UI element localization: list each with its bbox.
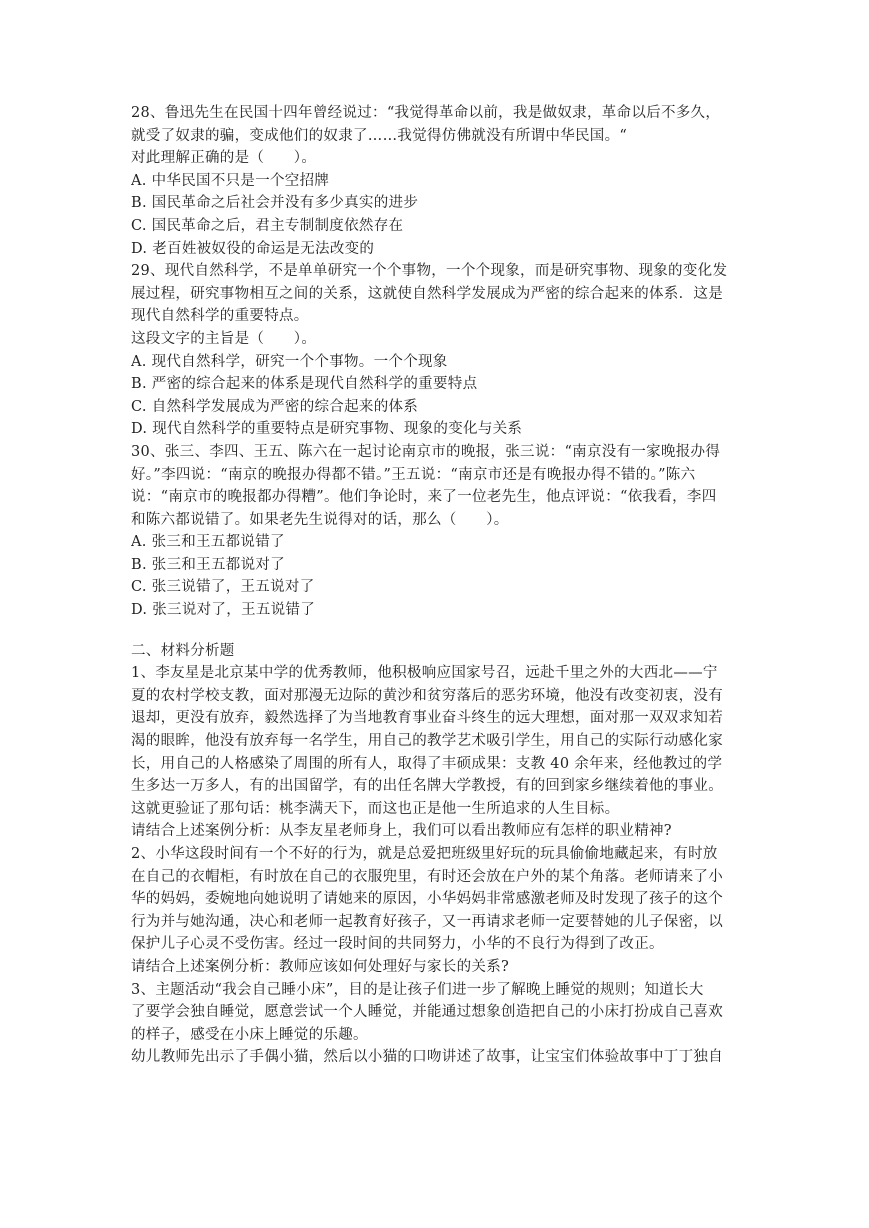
case-1 [131, 662, 741, 843]
case-line: 生多达一万多人，有的出国留学，有的出任名牌大学教授，有的回到家乡继续着他的事业。 [131, 778, 723, 795]
case-line: 保护儿子心灵不受伤害。经过一段时间的共同努力，小华的不良行为得到了改正。 [131, 936, 664, 953]
option-c: C. 国民革命之后，君主专制制度依然存在 [131, 217, 404, 234]
section-material-analysis [131, 640, 741, 1069]
option-d: D. 现代自然科学的重要特点是研究事物、现象的变化与关系 [131, 421, 523, 438]
case-line: 1、李友星是北京某中学的优秀教师，他积极响应国家号召，远赴千里之外的大西北——宁 [131, 665, 718, 682]
option-c: C. 自然科学发展成为严密的综合起来的体系 [131, 398, 419, 415]
case-line: 夏的农村学校支教，面对那漫无边际的黄沙和贫穷落后的恶劣环境，他没有改变初衷，没有 [131, 687, 723, 704]
case-question: 请结合上述案例分析：教师应该如何处理好与家长的关系? [131, 958, 510, 975]
case-line: 3、主题活动“我会自己睡小床”，目的是让孩子们进一步了解晚上睡觉的规则；知道长大 [131, 981, 704, 998]
question-stem-line: 29、现代自然科学，不是单单研究一个个事物，一个个现象，而是研究事物、现象的变化发 [131, 263, 728, 280]
option-c: C. 张三说错了，王五说对了 [131, 579, 315, 596]
section-spacer [131, 622, 741, 640]
question-stem-line: 30、张三、李四、王五、陈六在一起讨论南京市的晚报，张三说：“南京没有一家晚报办得 [131, 443, 721, 460]
case-2 [131, 843, 741, 979]
option-a: A. 张三和王五都说错了 [131, 534, 285, 551]
document-page [131, 102, 741, 1069]
question-stem-line: 展过程，研究事物相互之间的关系，这就使自然科学发展成为严密的综合起来的体系．这是 [131, 285, 723, 302]
case-line: 在自己的衣帽柜，有时放在自己的衣服兜里，有时还会放在户外的某个角落。老师请来了小 [131, 868, 723, 885]
case-line: 这就更验证了那句话：桃李满天下，而这也正是他一生所追求的人生目标。 [131, 800, 620, 817]
question-stem-line: 好。”李四说：“南京的晚报办得都不错。”王五说：“南京市还是有晚报办得不错的。”陈六 [131, 466, 696, 483]
question-prompt: 对此理解正确的是（ ）。 [131, 150, 317, 167]
question-29 [131, 260, 741, 441]
question-prompt: 和陈六都说错了。如果老先生说得对的话，那么（ ）。 [131, 511, 509, 528]
case-line: 退却，更没有放弃，毅然选择了为当地教育事业奋斗终生的远大理想，面对那一双双求知若 [131, 710, 723, 727]
question-stem-line: 28、鲁迅先生在民国十四年曾经说过：“我觉得革命以前，我是做奴隶，革命以后不多久， [131, 105, 721, 121]
section-heading: 二、材料分析题 [131, 642, 235, 659]
case-line: 幼儿教师先出示了手偶小猫，然后以小猫的口吻讲述了故事，让宝宝们体验故事中丁丁独自 [131, 1049, 723, 1066]
case-question: 请结合上述案例分析：从李友星老师身上，我们可以看出教师应有怎样的职业精神? [131, 823, 672, 840]
case-line: 2、小华这段时间有一个不好的行为，就是总爱把班级里好玩的玩具偷偷地藏起来，有时放 [131, 846, 718, 862]
option-b: B. 严密的综合起来的体系是现代自然科学的重要特点 [131, 376, 478, 393]
question-stem-line: 现代自然科学的重要特点。 [131, 308, 309, 325]
option-b: B. 国民革命之后社会并没有多少真实的进步 [131, 195, 419, 212]
question-28 [131, 102, 741, 260]
option-d: D. 张三说对了，王五说错了 [131, 602, 316, 619]
case-line: 行为并与她沟通，决心和老师一起教育好孩子，又一再请求老师一定要替她的儿子保密，以 [131, 913, 723, 930]
option-a: A. 中华民国不只是一个空招牌 [131, 172, 330, 189]
case-line: 了要学会独自睡觉，愿意尝试一个人睡觉，并能通过想象创造把自己的小床打扮成自己喜欢 [131, 1004, 723, 1021]
option-d: D. 老百姓被奴役的命运是无法改变的 [131, 240, 375, 257]
question-30 [131, 441, 741, 622]
case-line: 的样子，感受在小床上睡觉的乐趣。 [131, 1026, 368, 1043]
case-3 [131, 979, 741, 1069]
case-line: 华的妈妈，委婉地向她说明了请她来的原因，小华妈妈非常感激老师及时发现了孩子的这个 [131, 891, 723, 908]
question-stem-line: 就受了奴隶的骗，变成他们的奴隶了……我觉得仿佛就没有所谓中华民国。“ [131, 127, 628, 144]
question-stem-line: 说：“南京市的晚报都办得糟”。他们争论时，来了一位老先生，他点评说：“依我看，李四 [131, 489, 717, 506]
question-prompt: 这段文字的主旨是（ ）。 [131, 330, 317, 347]
case-line: 长，用自己的人格感染了周围的所有人，取得了丰硕成果：支教 40 余年来，经他教过的学 [131, 755, 723, 772]
option-b: B. 张三和王五都说对了 [131, 556, 285, 573]
option-a: A. 现代自然科学，研究一个个事物。一个个现象 [131, 353, 448, 370]
case-line: 渴的眼眸，他没有放弃每一名学生，用自己的教学艺术吸引学生，用自己的实际行动感化家 [131, 733, 723, 750]
